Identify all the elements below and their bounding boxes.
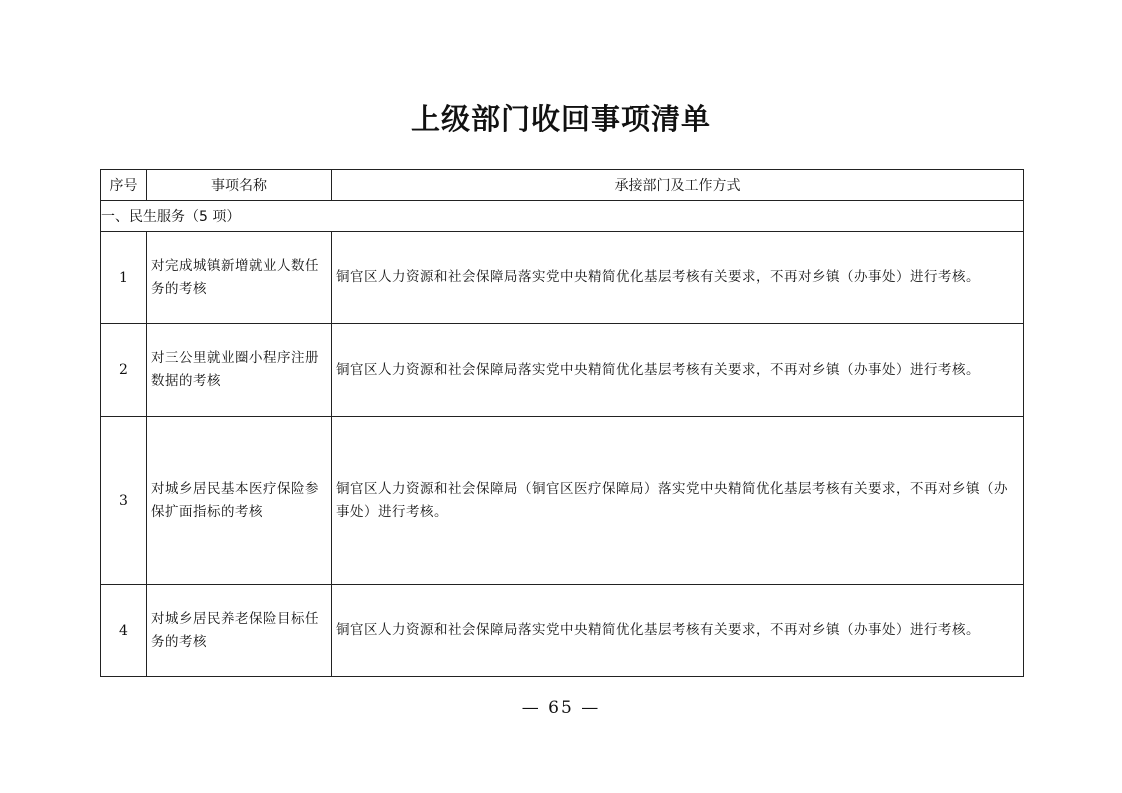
section-row [101, 201, 1024, 232]
row-number: 3 [101, 417, 147, 585]
row-method: 铜官区人力资源和社会保障局落实党中央精简优化基层考核有关要求，不再对乡镇（办事处）进行考核。 [332, 232, 1024, 324]
row-item-name: 对三公里就业圈小程序注册数据的考核 [147, 324, 332, 417]
row-number: 1 [101, 232, 147, 324]
header-item-name: 事项名称 [147, 170, 332, 201]
document-title: 上级部门收回事项清单 [410, 102, 711, 136]
header-method: 承接部门及工作方式 [332, 170, 1024, 201]
section-label: 一、民生服务（5 项） [101, 201, 1024, 232]
table-row [101, 232, 1024, 324]
row-number: 4 [101, 585, 147, 677]
table-row [101, 417, 1024, 585]
table-row [101, 324, 1024, 417]
row-method: 铜官区人力资源和社会保障局落实党中央精简优化基层考核有关要求，不再对乡镇（办事处）进行考核。 [332, 324, 1024, 417]
header-number: 序号 [101, 170, 147, 201]
items-table [100, 169, 1024, 677]
page-number: — 65 — [521, 698, 601, 718]
row-item-name: 对城乡居民养老保险目标任务的考核 [147, 585, 332, 677]
row-item-name: 对城乡居民基本医疗保险参保扩面指标的考核 [147, 417, 332, 585]
row-method: 铜官区人力资源和社会保障局（铜官区医疗保障局）落实党中央精简优化基层考核有关要求，不再对乡镇（办事处）进行考核。 [332, 417, 1024, 585]
table-row [101, 585, 1024, 677]
row-number: 2 [101, 324, 147, 417]
table-header-row [101, 170, 1024, 201]
row-item-name: 对完成城镇新增就业人数任务的考核 [147, 232, 332, 324]
row-method: 铜官区人力资源和社会保障局落实党中央精简优化基层考核有关要求，不再对乡镇（办事处）进行考核。 [332, 585, 1024, 677]
